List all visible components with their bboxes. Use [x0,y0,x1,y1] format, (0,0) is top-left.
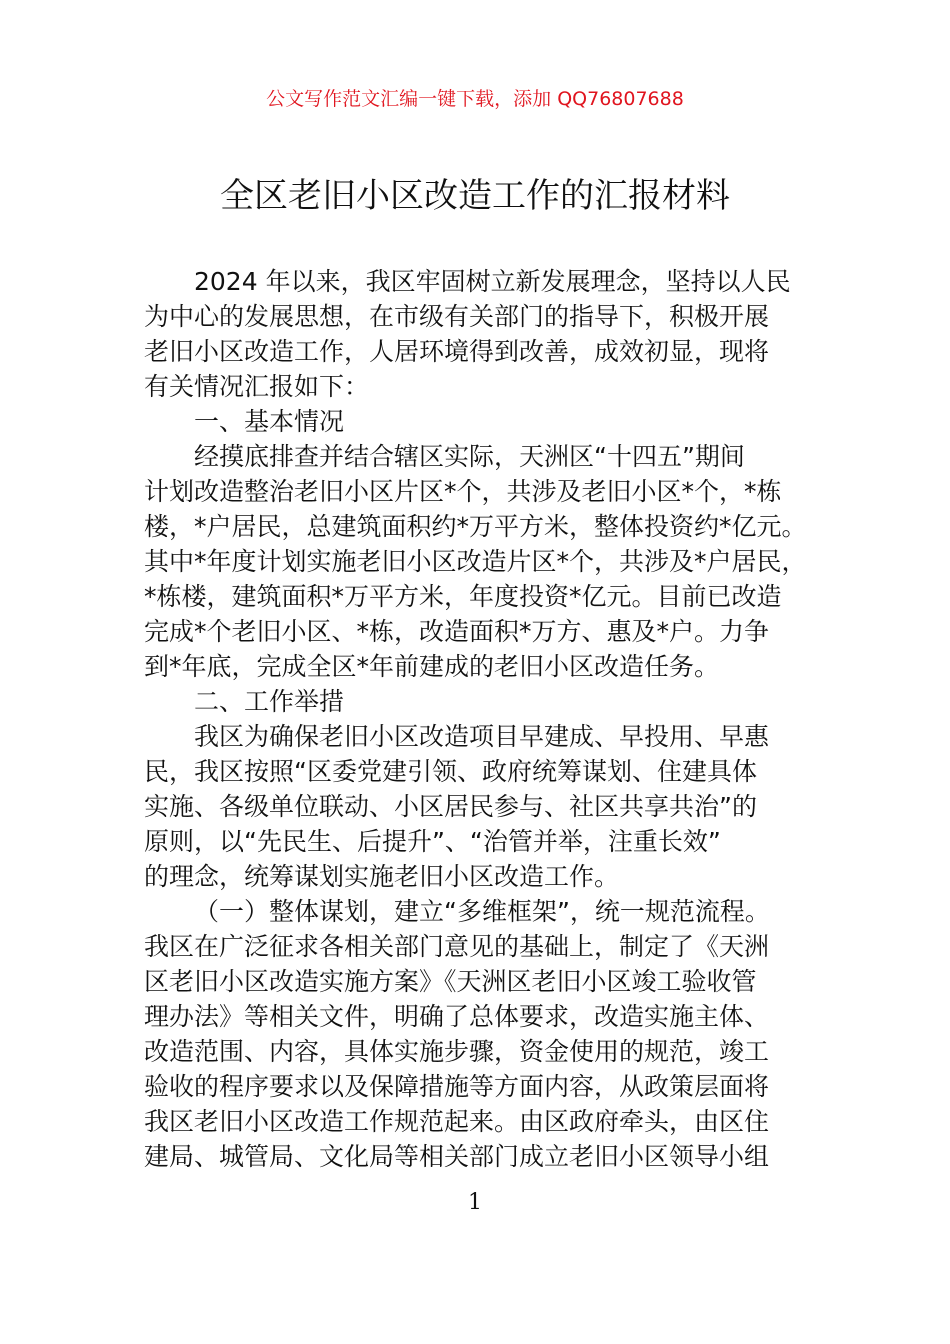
watermark-text: 公文写作范文汇编一键下载，添加 QQ76807688 [266,88,684,110]
body-line: *栋楼，建筑面积*万平方米，年度投资*亿元。目前已改造 [144,582,782,611]
body-line: 实施、各级单位联动、小区居民参与、社区共享共治”的 [144,792,757,821]
body-line: 我区为确保老旧小区改造项目早建成、早投用、早惠 [194,722,770,751]
body-line: 的理念，统筹谋划实施老旧小区改造工作。 [144,862,620,891]
body-line: 老旧小区改造工作，人居环境得到改善，成效初显，现将 [144,337,770,366]
body-line: 楼，*户居民，总建筑面积约*万平方米，整体投资约*亿元。 [144,512,807,541]
body-line: 2024 年以来，我区牢固树立新发展理念，坚持以人民 [194,267,791,296]
section-heading: 二、工作举措 [194,687,345,716]
body-line: 理办法》等相关文件，明确了总体要求，改造实施主体、 [144,1002,770,1031]
body-line: 改造范围、内容，具体实施步骤，资金使用的规范，竣工 [144,1037,770,1066]
body-line: 完成*个老旧小区、*栋，改造面积*万方、惠及*户。力争 [144,617,770,646]
section-heading: 一、基本情况 [194,407,345,436]
document-title: 全区老旧小区改造工作的汇报材料 [220,176,730,216]
body-line: 民，我区按照“区委党建引领、政府统筹谋划、住建具体 [144,757,757,786]
body-line: 其中*年度计划实施老旧小区改造片区*个，共涉及*户居民， [144,547,807,576]
body-line: 为中心的发展思想，在市级有关部门的指导下，积极开展 [144,302,770,331]
body-line: 我区在广泛征求各相关部门意见的基础上，制定了《天洲 [144,932,770,961]
body-line: 原则，以“先民生、后提升”、“治管并举，注重长效” [144,827,721,856]
body-line: 建局、城管局、文化局等相关部门成立老旧小区领导小组 [144,1142,770,1171]
body-line: 计划改造整治老旧小区片区*个，共涉及老旧小区*个，*栋 [144,477,782,506]
body-line: 区老旧小区改造实施方案》《天洲区老旧小区竣工验收管 [144,967,757,996]
subsection-heading: （一）整体谋划，建立“多维框架”，统一规范流程。 [194,897,770,926]
body-line: 到*年底，完成全区*年前建成的老旧小区改造任务。 [144,652,720,681]
page-number: 1 [468,1190,482,1215]
body-line: 我区老旧小区改造工作规范起来。由区政府牵头，由区住 [144,1107,770,1136]
document-body [144,264,810,1174]
body-line: 有关情况汇报如下： [144,372,370,401]
body-line: 经摸底排查并结合辖区实际，天洲区“十四五”期间 [194,442,745,471]
body-line: 验收的程序要求以及保障措施等方面内容，从政策层面将 [144,1072,770,1101]
